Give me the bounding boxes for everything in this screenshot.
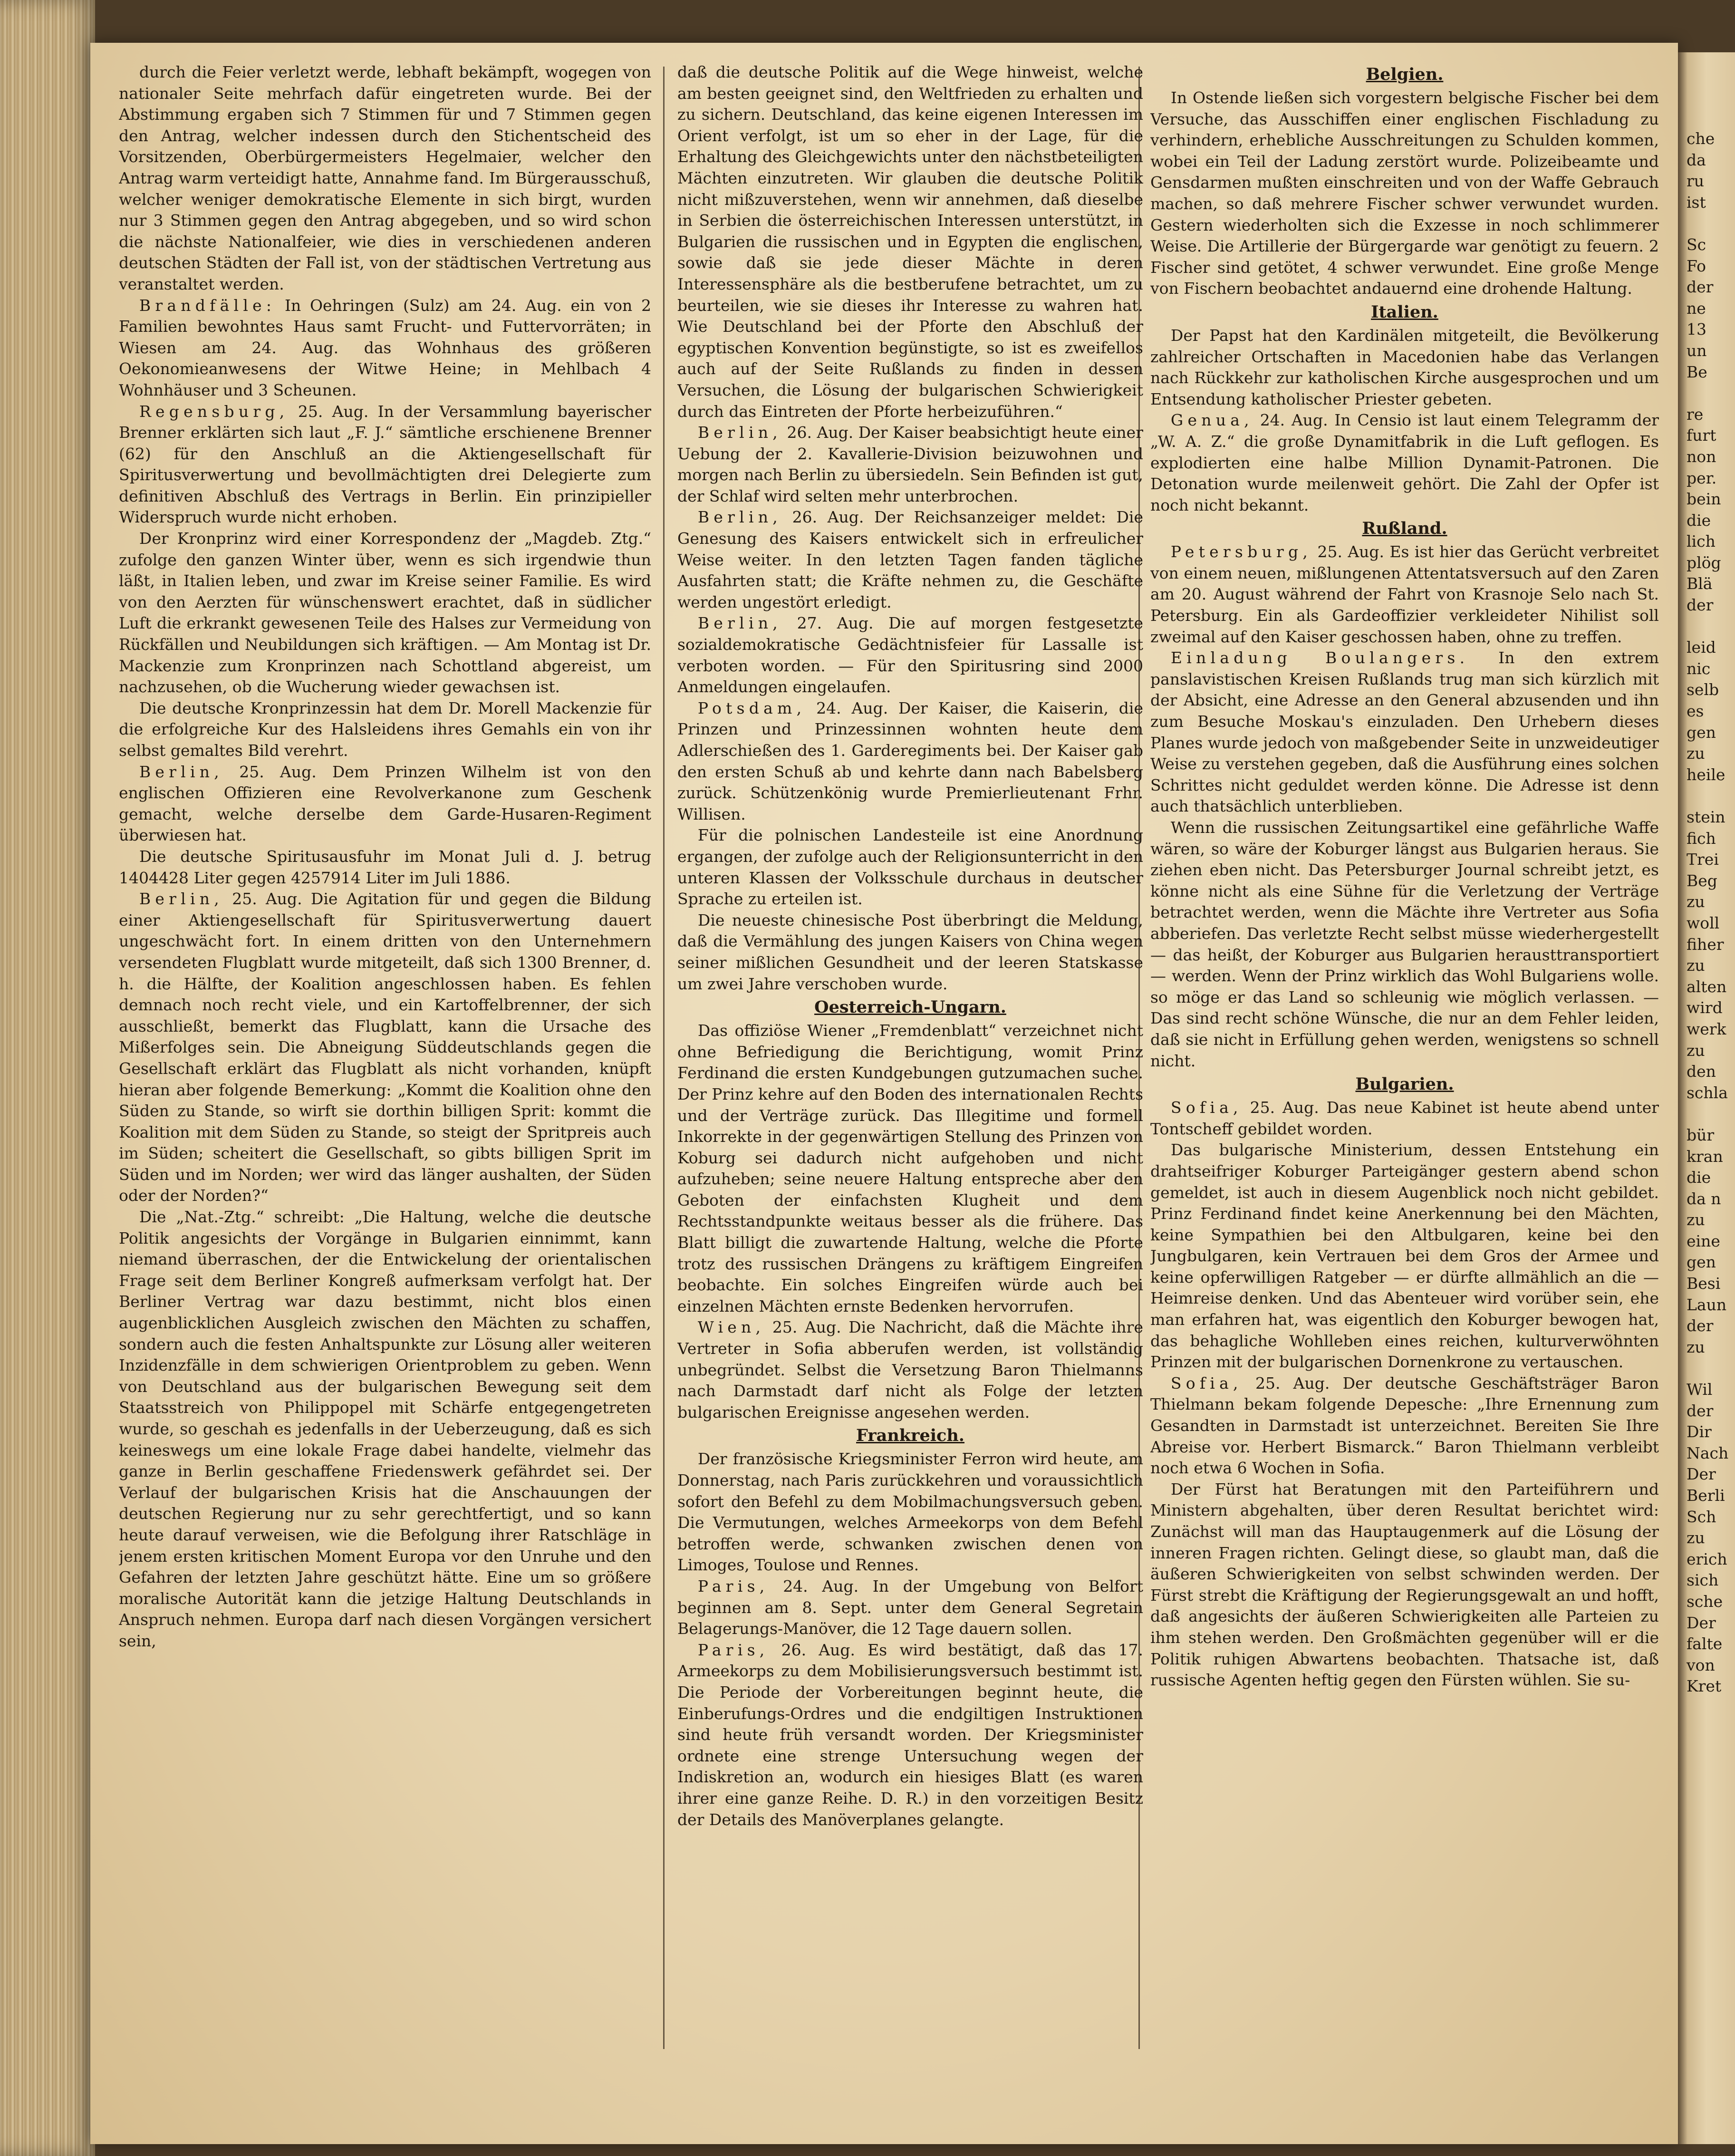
- dateline: Potsdam,: [697, 698, 806, 717]
- paragraph-text: Wenn die russischen Zeitungsartikel eine gefährliche Waffe wären, so wäre der Koburger längst aus Bulgarien heraus. Sie ziehen eben nicht. Das Petersburger Journal schreibt jetzt, es könne nicht als eine Sühne für die Verletzung der Verträge betrachtet werden, wenn die Mächte ihre Vertreter aus Sofia abberiefen. Das verletzte Recht selbst müsse wiederhergestellt — das heißt, der Koburger aus Bulgarien herausttransportiert — werden. Wenn der Prinz wirklich das Wohl Bulgariens wolle. so möge er das Land so schleunig wie möglich verlassen. — Das sind recht schöne Wünsche, die nur an dem Fehler leiden, daß sie nicht in Erfüllung gehen werden, wenigstens so schnell nicht.: [1150, 818, 1659, 1070]
- paragraph-text: 25. Aug. Dem Prinzen Wilhelm ist von den englischen Offizieren eine Revolverkanone zum Geschenk gemacht, welche derselbe dem Garde-Husaren-Regiment überwiesen hat.: [119, 762, 651, 845]
- dateline: Genua,: [1170, 411, 1253, 430]
- paragraph-text: Der Papst hat den Kardinälen mitgeteilt, die Bevölkerung zahlreicher Ortschaften in Macedonien habe das Verlangen nach Rückkehr zur katholischen Kirche ausgesprochen und um Entsendung katholischer Priester gebeten.: [1150, 326, 1659, 408]
- paragraph-text: 25. Aug. Die Agitation für und gegen die Bildung einer Aktiengesellschaft für Spiritusverwertung dauert ungeschwächt fort. In einem dritten von den Unternehmern versendeten Flugblatt wurde mitgeteilt, daß sich 1300 Brenner, d. h. die Hälfte, der Koalition angeschlossen haben. Es fehlen demnach noch recht viele, und ein Kartoffelbrenner, der sich ausschließt, bemerkt das Flugblatt, kann die Ursache des Mißerfolges sein. Die Abneigung Süddeutschlands gegen die Gesellschaft erklärt das Flugblatt als nicht vorhanden, knüpft hieran aber folgende Bemerkung: „Kommt die Koalition ohne den Süden zu Stande, so wirft sie dorthin billigen Sprit: kommt die Koalition mit dem Süden zu Stande, so steigt der Spritpreis auch im Süden; scheitert die Gesellschaft, so gibts billigen Sprit im Süden und im Norden; wer wird das länger aushalten, der Süden oder der Norden?“: [119, 889, 651, 1205]
- paragraph-text: Der französische Kriegsminister Ferron wird heute, am Donnerstag, nach Paris zurückkehren und voraussichtlich sofort den Befehl zu dem Mobilmachungsversuch geben. Die Vermutungen, welches Armeekorps von dem Befehl betroffen werde, schwanken zwischen denen von Limoges, Toulose und Rennes.: [677, 1450, 1143, 1575]
- article-paragraph: [677, 422, 1143, 507]
- article-paragraph: [1150, 87, 1659, 300]
- paragraph-text: Der Fürst hat Beratungen mit den Parteiführern und Ministern abgehalten, über deren Resultat berichtet wird: Zunächst will man das Hauptaugenmerk auf die Lösung der inneren Fragen richten. Gelingt diese, so glaubt man, daß die äußeren Schwierigkeiten von selbst schwinden werden. Der Fürst strebt die Kräftigung der Regierungsgewalt an und hofft, daß angesichts der äußeren Schwierigkeiten alle Parteien zu ihm stehen werden. Den Großmächten gegenüber will er die Politik ruhigen Abwartens beobachten. Thatsache ist, daß russische Agenten heftig gegen den Fürsten wühlen. Sie su-: [1150, 1479, 1659, 1690]
- paragraph-text: Für die polnischen Landesteile ist eine Anordnung ergangen, der zufolge auch der Religionsunterricht in den unteren Klassen der Volksschule durchaus in deutscher Sprache zu erteilen ist.: [677, 826, 1143, 909]
- article-paragraph: [1150, 541, 1659, 648]
- dateline: Berlin,: [139, 889, 223, 909]
- article-paragraph: [119, 846, 651, 889]
- article-paragraph: [677, 613, 1143, 697]
- paragraph-text: daß die deutsche Politik auf die Wege hinweist, welche am besten geeignet sind, den Weltfrieden zu erhalten und zu sichern. Deutschland, das keine eigenen Interessen im Orient verfolgt, ist um so eher in der Lage, für die Erhaltung des Gleichgewichts unter den nächstbeteiligten Mächten einzutreten. Wir glauben die deutsche Politik nicht mißzuverstehen, wenn wir annehmen, daß dieselbe in Serbien die österreichischen Interessen unterstützt, in Bulgarien die russischen und in Egypten die englischen, sowie daß sie jede dieser Mächte in deren Interessensphäre als die bestberufene betrachtet, um zu beurteilen, wie sie dieses ihr Interesse zu wahren hat. Wie Deutschland bei der Pforte den Abschluß der egyptischen Konvention begünstigte, so ist es zweifellos auch auf der Seite Rußlands zu finden in dessen Versuchen, die Lösung der bulgarischen Schwierigkeit durch das Eintreten der Pforte herbeizuführen.“: [677, 63, 1143, 421]
- dateline: Sofia,: [1170, 1098, 1243, 1117]
- article-paragraph: [1150, 1479, 1659, 1691]
- article-paragraph: [1150, 1097, 1659, 1140]
- paragraph-text: Die „Nat.-Ztg.“ schreibt: „Die Haltung, welche die deutsche Politik angesichts der Vorgänge in Bulgarien einnimmt, kann niemand überraschen, der die Entwickelung der orientalischen Frage seit dem Berliner Kongreß aufmerksam verfolgt hat. Der Berliner Vertrag war dazu bestimmt, nicht blos einen augenblicklichen Ausgleich zwischen den Mächten zu schaffen, sondern auch die festen Anhaltspunkte zur Lösung aller weiteren Inzidenzfälle in dem schwierigen Orientproblem zu geben. Wenn von Deutschland aus der bulgarischen Bewegung seit dem Staatsstreich von Philippopel mit Schärfe entgegengetreten wurde, so geschah es jedenfalls in der Ueberzeugung, daß es sich keineswegs um eine lokale Frage dabei handelte, vielmehr das ganze in Berlin geschaffene Friedenswerk gefährdet sei. Der Verlauf der bulgarischen Krisis hat die Anschauungen der deutschen Regierung nur zu sehr gerechtfertigt, und so kann heute darauf verweisen, wie die Befolgung ihrer Ratschläge in jenem ersten kritischen Moment Europa vor den Unruhe und den Gefahren der letzten Jahre geschützt hätte. Eine um so größere moralische Autorität kann die jetzige Haltung Deutschlands in Anspruch nehmen. Europa darf nach diesen Vorgängen versichert sein,: [119, 1208, 651, 1650]
- section-heading: Oesterreich-Ungarn.: [814, 997, 1006, 1017]
- article-paragraph: [119, 698, 651, 762]
- paragraph-text: Der Kronprinz wird einer Korrespondenz der „Magdeb. Ztg.“ zufolge den ganzen Winter über, wenn es sich irgendwie thun läßt, in Italien leben, und zwar im Kreise seiner Familie. Es wird von den Aerzten für wünschenswert erachtet, daß in südlicher Luft die erkrankt gewesenen Teile des Halses zur Vermeidung von Rückfällen und Neubildungen sich kräftigen. — Am Montag ist Dr. Mackenzie zum Kronprinzen nach Schottland abgereist, um nachzusehen, ob die Wucherung wieder gewachsen ist.: [119, 529, 651, 696]
- article-paragraph: [119, 528, 651, 698]
- book-edge: [0, 0, 95, 2156]
- article-paragraph: [119, 295, 651, 401]
- section-heading: Bulgarien.: [1355, 1074, 1454, 1094]
- article-paragraph: [677, 910, 1143, 995]
- article-paragraph: [677, 825, 1143, 909]
- dateline: Einladung Boulangers.: [1170, 648, 1469, 667]
- article-paragraph: [677, 507, 1143, 613]
- article-paragraph: [119, 762, 651, 846]
- article-paragraph: [677, 1020, 1143, 1317]
- section-heading: Frankreich.: [856, 1426, 964, 1446]
- dateline: Wien,: [697, 1318, 765, 1337]
- paragraph-text: Die deutsche Kronprinzessin hat dem Dr. Morell Mackenzie für die erfolgreiche Kur des Halsleidens ihres Gemahls ein von ihr selbst gemaltes Bild verehrt.: [119, 698, 651, 760]
- paragraph-text: 25. Aug. Die Nachricht, daß die Mächte ihre Vertreter in Sofia abberufen werden, ist vollständig unbegründet. Selbst die Versetzung Baron Thielmanns nach Darmstadt darf nicht als Folge der letzten bulgarischen Ereignisse angesehen werden.: [677, 1318, 1143, 1421]
- dateline: Paris,: [697, 1640, 769, 1659]
- column-3: [1150, 62, 1659, 2044]
- paragraph-text: 25. Aug. Der deutsche Geschäftsträger Baron Thielmann bekam folgende Depesche: „Ihre Ernennung zum Gesandten in Darmstadt ist unterzeichnet. Bereiten Sie Ihre Abreise vor. Herbert Bismarck.“ Baron Thielmann verbleibt noch etwa 6 Wochen in Sofia.: [1150, 1373, 1659, 1478]
- column-rule-1: [663, 67, 665, 2049]
- dateline: Berlin,: [697, 614, 782, 633]
- dateline: Regensburg,: [139, 402, 289, 421]
- paragraph-text: 24. Aug. Der Kaiser, die Kaiserin, die Prinzen und Prinzessinnen wohnten heute dem Adlerschießen des 1. Garderegiments bei. Der Kaiser gab den ersten Schuß ab und kehrte dann nach Babelsberg zurück. Schützenkönig wurde Premierlieutenant Frhr. Willisen.: [677, 698, 1143, 823]
- dateline: Paris,: [697, 1576, 769, 1595]
- article-paragraph: [1150, 648, 1659, 817]
- article-paragraph: [1150, 325, 1659, 410]
- article-paragraph: [677, 1449, 1143, 1576]
- paragraph-text: 24. Aug. In der Umgebung von Belfort beginnen am 8. Sept. unter dem General Segretain Belagerungs-Manöver, die 12 Tage dauern sollen.: [677, 1576, 1143, 1638]
- dateline: Berlin,: [139, 762, 223, 781]
- paragraph-text: 26. Aug. Der Reichsanzeiger meldet: Die Genesung des Kaisers entwickelt sich in erfreulicher Weise weiter. In den letzten Tagen fanden tägliche Ausfahrten statt; die Kräfte nehmen zu, die Geschäfte werden ungestört erledigt.: [677, 508, 1143, 611]
- article-paragraph: [119, 1207, 651, 1652]
- dateline: Sofia,: [1170, 1373, 1243, 1392]
- section-heading: Italien.: [1371, 302, 1438, 322]
- paragraph-text: In den extrem panslavistischen Kreisen Rußlands trug man sich kürzlich mit der Absicht, eine Adresse an den General abzusenden und ihn zum Besuche Moskau's einzuladen. Den Urhebern dieses Planes wurde jedoch von maßgebender Seite in unzweideutiger Weise zu verstehen gegeben, daß die Ausführung eines solchen Schrittes nicht geduldet werden könne. Die Adresse ist denn auch thatsächlich unterblieben.: [1150, 648, 1659, 816]
- paragraph-text: 25. Aug. Es ist hier das Gerücht verbreitet von einem neuen, mißlungenen Attentatsversuch auf den Zaren am 20. August während der Fahrt von Krasnoje Selo nach St. Petersburg. Ein als Gardeoffizier verkleideter Nihilist soll zweimal auf den Kaiser geschossen haben, ohne zu treffen.: [1150, 542, 1659, 646]
- paragraph-text: 25. Aug. In der Versammlung bayerischer Brenner erklärten sich laut „F. J.“ sämtliche erschienene Brenner (62) für den Anschluß an die Aktiengesellschaft für Spiritusverwertung und bevollmächtigten drei Delegierte zum definitiven Abschluß des Vertrags in Berlin. Ein prinzipieller Widerspruch wurde nicht erhoben.: [119, 402, 651, 527]
- dateline: Berlin,: [697, 508, 782, 527]
- paragraph-text: Die deutsche Spiritusausfuhr im Monat Juli d. J. betrug 1404428 Liter gegen 4257914 Liter im Juli 1886.: [119, 847, 651, 887]
- article-paragraph: [119, 889, 651, 1207]
- article-paragraph: [1150, 817, 1659, 1072]
- dateline: Brandfälle:: [139, 296, 276, 315]
- paragraph-text: Das offiziöse Wiener „Fremdenblatt“ verzeichnet nicht ohne Befriedigung die Berichtigung, womit Prinz Ferdinand die ersten Kundgebungen gutzumachen suche. Der Prinz kehre auf den Boden des internationalen Rechts und der Verträge zurück. Das Illegitime und formell Inkorrekte in der gegenwärtigen Stellung des Prinzen von Koburg sei dadurch nicht aufgehoben und nicht aufzuheben; seine neuere Haltung entspreche aber den Geboten der einfachsten Klugheit und dem Rechtsstandpunkte weitaus besser als die frühere. Das Blatt billigt die zuwartende Haltung, welche die Pforte trotz des russischen Drängens zu kräftigem Eingreifen beobachte. Ein solches Eingreifen würde auch bei einzelnen Mächten ernste Bedenken hervorrufen.: [677, 1021, 1143, 1315]
- section-heading: Rußland.: [1362, 519, 1447, 539]
- article-paragraph: [1150, 410, 1659, 516]
- paragraph-text: Die neueste chinesische Post überbringt die Meldung, daß die Vermählung des jungen Kaisers von China wegen seiner mißlichen Gesundheit und der leeren Statskasse um zwei Jahre verschoben wurde.: [677, 910, 1143, 993]
- article-paragraph: [677, 1640, 1143, 1830]
- article-paragraph: [677, 1576, 1143, 1640]
- article-paragraph: [119, 62, 651, 295]
- paragraph-text: In Ostende ließen sich vorgestern belgische Fischer bei dem Versuche, das Ausschiffen einer englischen Fischladung zu verhindern, erhebliche Ausschreitungen zu Schulden kommen, wobei ein Teil der Ladung zerstört wurde. Polizeibeamte und Gensdarmen mußten einschreiten und von der Waffe Gebrauch machen, so daß mehrere Fischer schwer verwundet wurden. Gestern wiederholten sich die Exzesse in noch schlimmerer Weise. Die Artillerie der Bürgergarde war genötigt zu feuern. 2 Fischer sind getötet, 4 schwer verwundet. Eine große Menge von Fischern beobachtet andauernd eine drohende Haltung.: [1150, 88, 1659, 298]
- article-paragraph: [677, 1317, 1143, 1423]
- paragraph-text: 26. Aug. Es wird bestätigt, daß das 17. Armeekorps zu dem Mobilisierungsversuch bestimmt ist. Die Periode der Vorbereitungen beginnt heute, die Einberufungs-Ordres und die endgiltigen Instruktionen sind heute früh versandt worden. Der Kriegsminister ordnete eine strenge Untersuchung wegen der Indiskretion an, wodurch ein hiesiges Blatt (es waren ihrer eine ganze Reihe. D. R.) in den vorzeitigen Besitz der Details des Manöverplanes gelangte.: [677, 1640, 1143, 1829]
- article-paragraph: [677, 698, 1143, 825]
- article-paragraph: [1150, 1140, 1659, 1373]
- article-paragraph: [677, 62, 1143, 422]
- paragraph-text: 24. Aug. In Censio ist laut einem Telegramm der „W. A. Z.“ die große Dynamitfabrik in die Luft geflogen. Es explodierten eine halbe Million Dynamit-Patronen. Die Detonation wurde meilenweit gehört. Die Zahl der Opfer ist noch nicht bekannt.: [1150, 411, 1659, 514]
- paragraph-text: durch die Feier verletzt werde, lebhaft bekämpft, wogegen von nationaler Seite mehrfach dafür eingetreten wurde. Bei der Abstimmung ergaben sich 7 Stimmen für und 7 Stimmen gegen den Antrag, welcher indessen durch den Stichentscheid des Vorsitzenden, Oberbürgermeisters Hegelmaier, welcher den Antrag warm verteidigt hatte, Annahme fand. Im Bürgerausschuß, welcher weniger demokratische Elemente in sich birgt, wurden nur 3 Stimmen gegen den Antrag abgegeben, und so wird schon die nächste Nationalfeier, wie dies in verschiedenen anderen deutschen Städten der Fall ist, von der städtischen Vertretung aus veranstaltet werden.: [119, 63, 651, 293]
- next-page-fragment-text: che da ru ist Sc Fo der ne 13 un Be re furt non per. bein die lich plög Blä der leid nic selb es gen zu heile stein fich Trei Beg zu woll fiher zu alten wird werk zu den schla bür kran die da n zu eine gen Besi Laun der zu Wil der Dir Nach Der Berli Sch zu erich sich sche Der falte von Kret: [1687, 129, 1729, 1696]
- paragraph-text: Das bulgarische Ministerium, dessen Entstehung ein drahtseifriger Koburger Parteigänger gestern abend schon gemeldet, ist auch in diesem Augenblick noch nicht gebildet. Prinz Ferdinand findet keine Anerkennung bei den Mächten, keine Sympathien bei den Altbulgaren, keine bei den Jungbulgaren, kein Vertrauen bei dem Gros der Armee und keine opferwilligen Ratgeber — er dürfte allmählich an die — Heimreise denken. Und das Abenteuer wird vorüber sein, ehe man erfahren hat, was eigentlich den Koburger bewogen hat, das behagliche Wohlleben eines reichen, kulturverwöhnten Prinzen mit der bulgarischen Dornenkrone zu vertauschen.: [1150, 1141, 1659, 1372]
- column-1: [119, 62, 651, 2044]
- dateline: Petersburg,: [1170, 542, 1312, 561]
- paragraph-text: In Oehringen (Sulz) am 24. Aug. ein von 2 Familien bewohntes Haus samt Frucht- und Futtervorräten; in Wiesen am 24. Aug. das Wohnhaus des größeren Oekonomieanwesens der Witwe Heine; in Mehlbach 4 Wohnhäuser und 3 Scheunen.: [119, 296, 651, 399]
- paragraph-text: 27. Aug. Die auf morgen festgesetzte sozialdemokratische Gedächtnisfeier für Lassalle ist verboten worden. — Für den Spiritusring sind 2000 Anmeldungen eingelaufen.: [677, 614, 1143, 696]
- paragraph-text: 26. Aug. Der Kaiser beabsichtigt heute einer Uebung der 2. Kavallerie-Division beizuwohnen und morgen nach Berlin zu übersiedeln. Sein Befinden ist gut, der Schlaf wird selten mehr unterbrochen.: [677, 423, 1143, 505]
- section-heading: Belgien.: [1366, 65, 1444, 84]
- next-page-edge: [1678, 52, 1735, 2144]
- dateline: Berlin,: [697, 423, 782, 442]
- article-paragraph: [1150, 1373, 1659, 1479]
- paragraph-text: 25. Aug. Das neue Kabinet ist heute abend unter Tontscheff gebildet worden.: [1150, 1098, 1659, 1138]
- article-paragraph: [119, 401, 651, 529]
- column-2: [677, 62, 1143, 2044]
